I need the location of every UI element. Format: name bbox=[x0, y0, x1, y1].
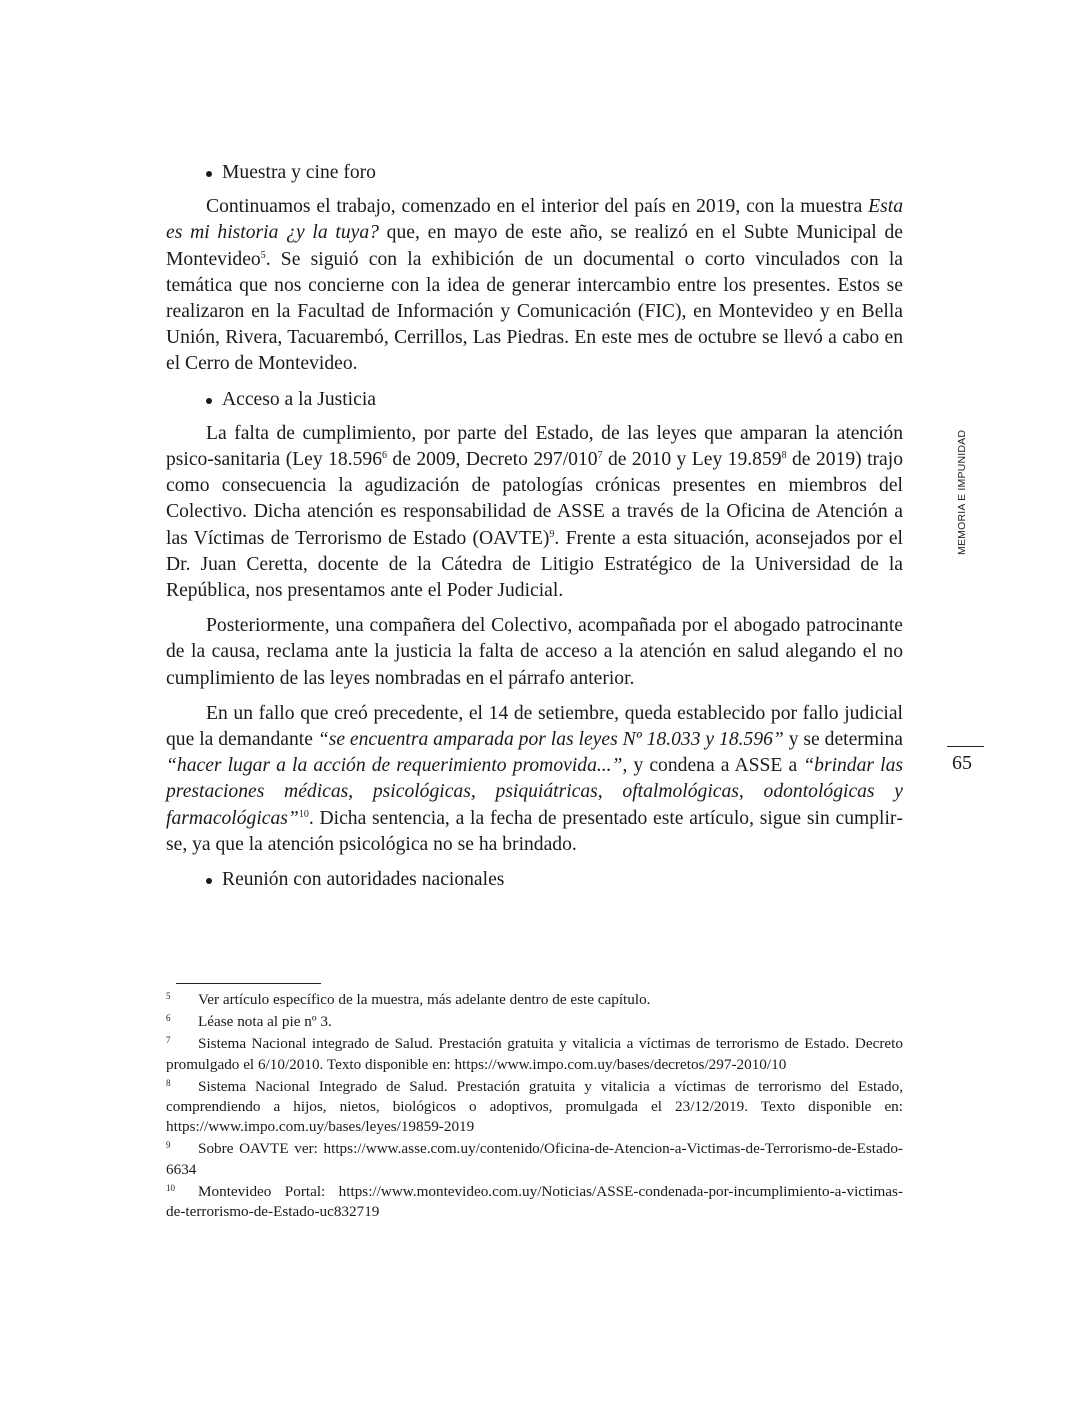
text-run: que, en mayo de este año, se realizó en el Subte Municipal de Montevideo bbox=[166, 222, 903, 270]
bullet-dot bbox=[206, 398, 212, 404]
footnote-ref: 5 bbox=[260, 249, 266, 261]
italic-quote: “se encuentra amparada por las leyes Nº 18.033 y 18.596” bbox=[317, 729, 784, 751]
paragraph bbox=[166, 701, 903, 858]
footnote-ref: 10 bbox=[298, 808, 309, 820]
footnote-text: Montevideo Portal: https://www.montevideo.com.uy/Noticias/ASSE-condenada-por-incumplimiento-a-victimas-de-terrorismo-de-Estado-uc832719 bbox=[166, 1182, 903, 1221]
text-run: . Se siguió con la exhibición de un documental o corto vinculados con la temática que nos concierne con la idea de generar intercambio entre los presentes. Estos se realizaron en la Facultad de Información y Comunicación (FIC), en Montevideo y en Bella Unión, Rivera, Tacuarembó, Cerrillos, Las Piedras. En este mes de octubre se llevó a cabo en el Cerro de Montevideo. bbox=[166, 248, 903, 375]
footnote-separator bbox=[176, 983, 321, 984]
italic-quote: “brindar las prestaciones médicas, psicológicas, psiquiátricas, oftalmológicas, odontológicas y farmacológicas” bbox=[166, 755, 903, 829]
text-run: La falta de cumplimiento, por parte del Estado, de las leyes que amparan la atención psico-sanitaria (Ley 18.596 bbox=[166, 422, 903, 471]
footnote: 8 Sistema Nacional Integrado de Salud. Prestación gratuita y vitalicia a víctimas de terrorismo del Estado, comprendiendo a hijos, nietos, biológicos o adoptivos, promulgada el 23/12/2019. Texto disponible en: https://www.impo.com.uy/bases/leyes/19859-2019 bbox=[166, 1077, 903, 1136]
italic-quote: “hacer lugar a la acción de requerimiento promovida...” bbox=[166, 755, 623, 777]
bullet-item bbox=[166, 867, 903, 893]
footnote-ref: 6 bbox=[382, 450, 387, 462]
footnote-text: Sistema Nacional integrado de Salud. Prestación gratuita y vitalicia a víctimas de terrorismo de Estado. Decreto promulgado el 6/10/2010. Texto disponible en: https://www.impo.com.uy/bases/decretos/297-2010/10 bbox=[166, 1035, 903, 1073]
bullet-text: Muestra y cine foro bbox=[222, 162, 376, 183]
paragraph bbox=[166, 421, 903, 604]
footnote: 9 Sobre OAVTE ver: https://www.asse.com.uy/contenido/Oficina-de-Atencion-a-Victimas-de-Terrorismo-de-Estado-6634 bbox=[166, 1140, 903, 1178]
footnote-text: Léase nota al pie nº 3. bbox=[198, 1013, 332, 1031]
paragraph bbox=[166, 194, 903, 377]
footnote-ref: 7 bbox=[597, 450, 603, 462]
footnotes bbox=[166, 990, 903, 1224]
footnote: 5 Ver artículo específico de la muestra, más adelante dentro de este capítulo. bbox=[166, 991, 651, 1008]
paragraph: Posteriormente, una compañera del Colectivo, acompañada por el abogado patrocinante de la causa, reclama ante la justicia la falta de acceso a la atención en salud alegando el no cumplimiento de las leyes nombradas en el párrafo anterior. bbox=[166, 615, 903, 689]
bullet-text: Acceso a la Justicia bbox=[222, 388, 376, 410]
footnote-text: Ver artículo específico de la muestra, más adelante dentro de este capítulo. bbox=[198, 991, 651, 1008]
main-text bbox=[166, 160, 903, 901]
footnote: 7 Sistema Nacional integrado de Salud. Prestación gratuita y vitalicia a víctimas de terrorismo de Estado. Decreto promulgado el 6/10/2010. Texto disponible en: https://www.impo.com.uy/bases/decretos/297-2010/10 bbox=[166, 1035, 903, 1073]
text-run: de 2009, Decreto 297/010 bbox=[387, 449, 598, 471]
footnote-text: Sobre OAVTE ver: https://www.asse.com.uy/contenido/Oficina-de-Atencion-a-Victimas-de-Terrorismo-de-Estado-6634 bbox=[166, 1140, 903, 1178]
text-run: de 2010 y Ley 19.859 bbox=[602, 449, 782, 471]
text-run: . Frente a esta situación, aconsejados por el Dr. Juan Ceretta, docente de la Cátedra de Litigio Estratégico de la Universidad de la República, nos presentamos ante el Poder Judicial. bbox=[166, 527, 903, 602]
bullet-dot bbox=[206, 171, 212, 177]
text-run: . Dicha sentencia, a la fecha de presentado este artículo, sigue sin cumplirse, ya que la atención psicológica no se ha brindado. bbox=[166, 807, 903, 855]
footnote: 10 Montevideo Portal: https://www.montevideo.com.uy/Noticias/ASSE-condenada-por-incumplimiento-a-victimas-de-terrorismo-de-Estado-uc832719 bbox=[166, 1182, 903, 1221]
bullet-text: Reunión con autoridades nacionales bbox=[222, 869, 505, 891]
footnote-ref: 8 bbox=[781, 450, 787, 462]
italic-title: Esta es mi historia ¿y la tuya? bbox=[166, 196, 903, 244]
text-run: y se determina bbox=[783, 729, 903, 751]
bullet-item bbox=[166, 387, 903, 413]
footnote-text: Sistema Nacional Integrado de Salud. Prestación gratuita y vitalicia a víctimas de terrorismo del Estado, comprendiendo a hijos, nietos, biológicos o adoptivos, promulgada el 23/12/2019. Texto disponible en: https://www.impo.com.uy/bases/leyes/19859-2019 bbox=[166, 1077, 903, 1136]
footnote: 6 Léase nota al pie nº 3. bbox=[166, 1013, 332, 1031]
page-number: 65 bbox=[952, 752, 972, 774]
page-number-rule bbox=[947, 746, 984, 747]
footnote-ref: 9 bbox=[549, 528, 555, 540]
text-run: En un fallo que creó precedente, el 14 de setiembre, queda establecido por fallo judicial que la demandante bbox=[166, 702, 903, 751]
text-run: Continuamos el trabajo, comenzado en el interior del país en 2019, con la muestra bbox=[206, 196, 869, 218]
running-section-label: MEMORIA E IMPUNIDAD bbox=[956, 429, 968, 556]
text-run: de 2019) trajo como consecuencia la agudización de patologías crónicas presentes en miembros del Colectivo. Dicha atención es responsabilidad de ASSE a través de la Oficina de Atención a las Víctimas de Terrorismo de Estado (OAVTE) bbox=[166, 449, 903, 549]
bullet-item bbox=[166, 160, 903, 186]
text-run: , y condena a ASSE a bbox=[622, 755, 804, 777]
